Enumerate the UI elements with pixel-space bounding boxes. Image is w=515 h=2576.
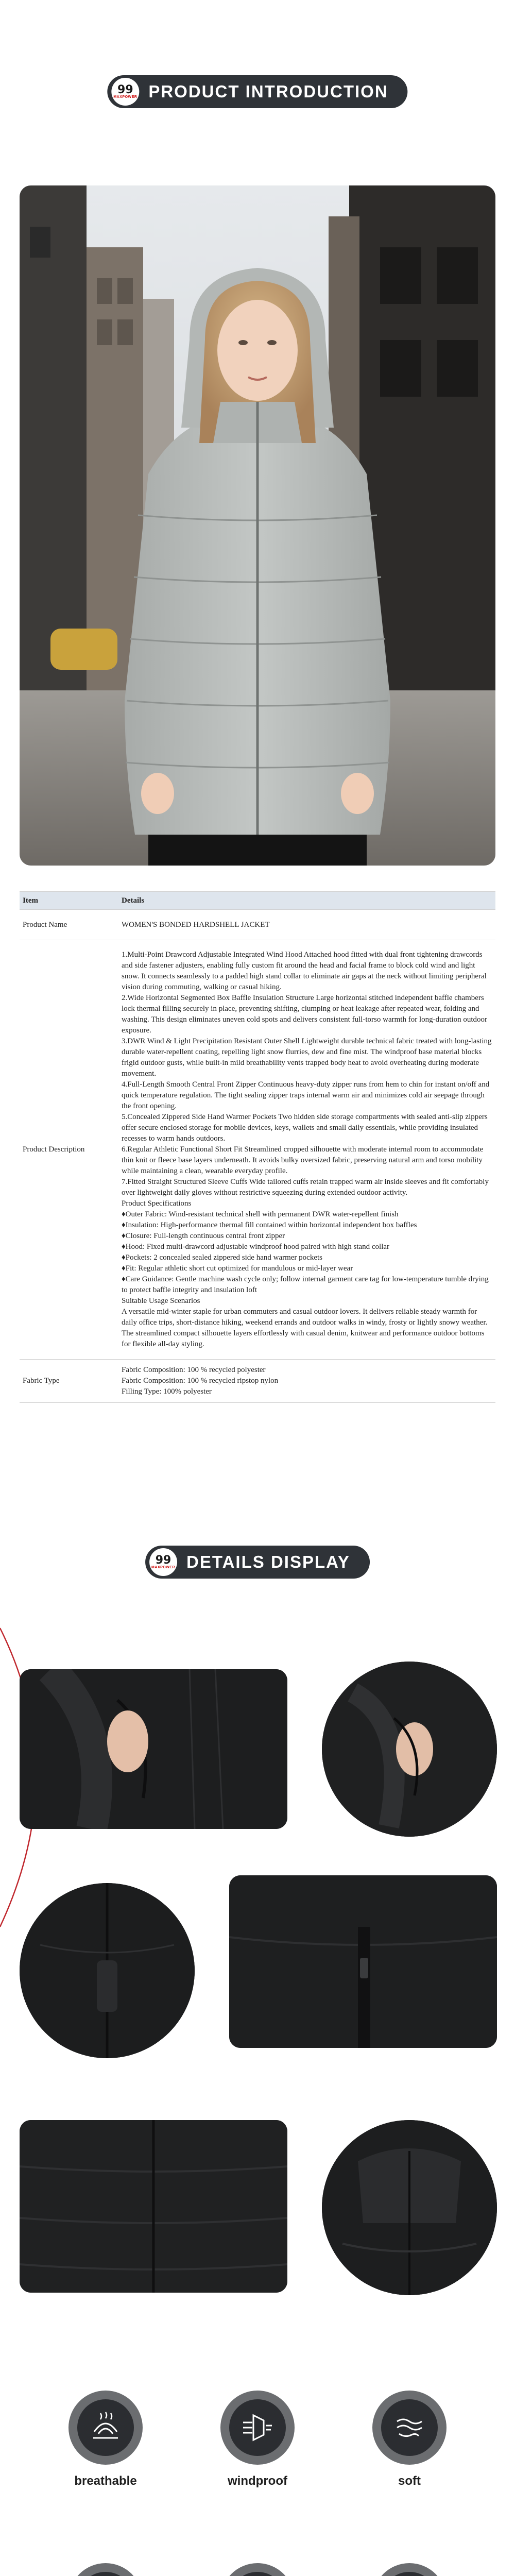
table-header-row	[20, 892, 495, 910]
jacket-flat-illustration	[20, 2120, 287, 2293]
feature-windproof	[206, 2391, 309, 2488]
fabric-type-value	[118, 1360, 495, 1403]
text-line: 6.Regular Athletic Functional Short Fit Streamlined cropped silhouette with moderate internal room to accommodate thin knit or fleece base layers underneath. It avoids bulky oversized fabric, preserving natural arm and torso mobility while maintaining a clean, wearable everyday profile.	[122, 1145, 484, 1175]
feature-soft	[358, 2391, 461, 2488]
cuff-illustration	[20, 1883, 195, 2058]
detail-photo-hand-pocket	[322, 1662, 497, 1837]
details-title-text: DETAILS DISPLAY	[186, 1552, 350, 1571]
collar-illustration	[322, 2120, 497, 2295]
text-line: Suitable Usage Scenarios	[122, 1297, 200, 1305]
brand-logo: 99 MAXPOWER	[149, 1548, 177, 1576]
spec-table	[20, 891, 495, 1403]
hero-illustration	[20, 185, 495, 866]
hero-product-photo	[20, 185, 495, 866]
text-line: 1.Multi-Point Drawcord Adjustable Integrated Wind Hood Attached hood fitted with dual front tightening drawcords and side fastener adjusters, enabling fully custom fit around the head and facial frame to block cold wind and light snow. It connects seamlessly to a padded high stand collar to eliminate air gaps at the neck without limiting peripheral vision during commuting, walking or casual hiking.	[122, 951, 487, 991]
feature-label: soft	[398, 2474, 421, 2488]
text-line: ♦Insulation: High-performance thermal fill contained within horizontal independent box baffles	[122, 1221, 417, 1229]
text-line: ♦Outer Fabric: Wind-resistant technical shell with permanent DWR water-repellent finish	[122, 1210, 399, 1218]
text-line: ♦Pockets: 2 concealed sealed zippered side hand warmer pockets	[122, 1253, 322, 1262]
text-line: ♦Care Guidance: Gentle machine wash cycle only; follow internal garment care tag for low-temperature tumble drying to protect baffle integrity and insulation loft	[122, 1275, 489, 1294]
table-row	[20, 910, 495, 940]
zipper-illustration	[229, 1875, 497, 2048]
detail-photo-zipper	[229, 1875, 497, 2048]
text-line: 4.Full-Length Smooth Central Front Zipper Continuous heavy-duty zipper runs from hem to chin for instant on/off and quick temperature regulation. The tight sealing zipper traps internal warm air and minimizes cold air seepage through the front opening.	[122, 1080, 490, 1110]
detail-photo-collar	[322, 2120, 497, 2295]
breathable-icon	[89, 2411, 122, 2444]
text-line: A versatile mid-winter staple for urban commuters and casual outdoor lovers. It delivers reliable steady warmth for daily office trips, short-distance hiking, weekend errands and outdoor walks in windy, frosty or lightly snowy weather. The streamlined compact silhouette layers effortlessly with casual denim, knitwear and performance outdoor bottoms for flexible all-day styling.	[122, 1308, 488, 1348]
feature-label: windproof	[228, 2474, 287, 2488]
detail-photo-pocket	[20, 1669, 287, 1829]
pocket-illustration	[20, 1669, 287, 1829]
text-line: Product Specifications	[122, 1199, 192, 1208]
hand-pocket-illustration	[322, 1662, 497, 1837]
section-title-intro	[107, 75, 407, 108]
header-item: Item	[20, 892, 118, 910]
feature-quality	[358, 2563, 461, 2576]
text-line: Fabric Composition: 100 % recycled polyester	[122, 1366, 266, 1374]
text-line: ♦Closure: Full-length continuous central front zipper	[122, 1232, 285, 1240]
product-name-value: WOMEN'S BONDED HARDSHELL JACKET	[118, 910, 495, 940]
product-name-label: Product Name	[20, 910, 118, 940]
product-description-value	[118, 940, 495, 1360]
detail-photo-jacket-flat	[20, 2120, 287, 2293]
table-row	[20, 1360, 495, 1403]
text-line: ♦Hood: Fixed multi-drawcord adjustable windproof hood paired with high stand collar	[122, 1243, 390, 1251]
text-line: Filling Type: 100% polyester	[122, 1387, 212, 1396]
text-line: 7.Fitted Straight Structured Sleeve Cuffs Wide tailored cuffs retain trapped warm air inside sleeves and fit comfortably over lightweight daily gloves without restrictive squeezing during extended outdoor activity.	[122, 1178, 489, 1197]
feature-delivery	[206, 2563, 309, 2576]
soft-icon	[393, 2411, 426, 2444]
text-line: 5.Concealed Zippered Side Hand Warmer Pockets Two hidden side storage compartments with sealed anti-slip zippers offer secure enclosed storage for mobile devices, keys, wallets and small daily essentials, while providing insulated recesses to warm hands outdoors.	[122, 1113, 488, 1143]
table-row	[20, 940, 495, 1360]
feature-thickened	[54, 2563, 157, 2576]
text-line: 2.Wide Horizontal Segmented Box Baffle Insulation Structure Large horizontal stitched independent baffle chambers lock thermal filling securely in place, preventing shifting, clumping or heat leakage after repeated wear, folding and washing. This design eliminates uneven cold spots and delivers consistent full-torso warmth for long-duration outdoor exposure.	[122, 994, 488, 1035]
text-line: Fabric Composition: 100 % recycled ripstop nylon	[122, 1377, 279, 1385]
fabric-type-label: Fabric Type	[20, 1360, 118, 1403]
text-line: 3.DWR Wind & Light Precipitation Resistant Outer Shell Lightweight durable technical fabric treated with long-lasting durable water-repellent coating, repelling light snow flurries, dew and fine mist. The windproof base material blocks frigid outdoor gusts, while built-in mild breathability vents trapped body heat to avoid overheating during moderate movement.	[122, 1037, 492, 1078]
feature-label: breathable	[74, 2474, 137, 2488]
feature-breathable	[54, 2391, 157, 2488]
section-title-details	[145, 1546, 370, 1579]
product-description-label: Product Description	[20, 940, 118, 1360]
header-details: Details	[118, 892, 495, 910]
detail-photo-cuff	[20, 1883, 195, 2058]
windproof-icon	[241, 2411, 274, 2444]
brand-logo: 99 MAXPOWER	[111, 78, 139, 106]
intro-title-text: PRODUCT INTRODUCTION	[148, 82, 388, 101]
text-line: ♦Fit: Regular athletic short cut optimized for mandulous or mid-layer wear	[122, 1264, 353, 1273]
